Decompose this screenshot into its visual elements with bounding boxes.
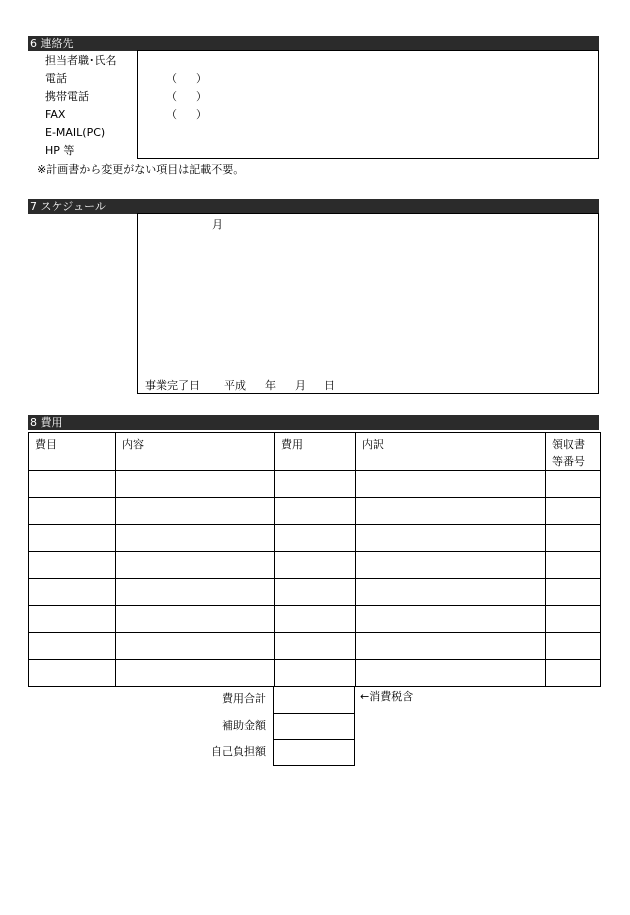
cost-table-cell[interactable] [275,579,356,606]
cost-table-cell[interactable] [275,525,356,552]
cost-table-row [29,552,601,579]
self-pay-amount-cell[interactable] [273,739,355,766]
cost-table-cell[interactable] [29,552,116,579]
cost-table-cell[interactable] [116,606,275,633]
col-breakdown: 内訳 [356,433,546,471]
schedule-input-box[interactable] [137,213,599,394]
cost-table-cell[interactable] [356,660,546,687]
cost-table-row [29,633,601,660]
cost-table-cell[interactable] [356,471,546,498]
cost-table-cell[interactable] [546,633,601,660]
completion-day-label: 日 [324,379,335,392]
cost-table-cell[interactable] [356,525,546,552]
cost-table-row [29,471,601,498]
cost-table-cell[interactable] [546,606,601,633]
cost-table-row [29,579,601,606]
subsidy-amount-label: 補助金額 [222,719,266,732]
cost-table-cell[interactable] [546,552,601,579]
col-expense-item: 費目 [29,433,116,471]
cost-table-cell[interactable] [546,660,601,687]
cost-table-cell[interactable] [116,552,275,579]
contact-phone-label: 電話 [45,72,67,85]
col-receipt-number: 領収書 等番号 [546,433,601,471]
cost-table-cell[interactable] [356,498,546,525]
cost-table-row [29,606,601,633]
contact-person-label: 担当者職･氏名 [45,54,117,67]
contact-note: ※計画書から変更がない項目は記載不要。 [37,163,245,176]
cost-table-cell[interactable] [546,579,601,606]
contact-mobile-label: 携帯電話 [45,90,89,103]
completion-month-label: 月 [295,379,306,392]
cost-table-cell[interactable] [275,471,356,498]
phone-area-close-paren: ） [196,72,207,85]
mobile-area-close-paren: ） [196,90,207,103]
cost-table-cell[interactable] [116,498,275,525]
contact-section-header [28,36,599,51]
cost-table-cell[interactable] [356,552,546,579]
tax-included-note: ←消費税含 [360,690,414,703]
fax-area-close-paren: ） [196,108,207,121]
costs-section-header [28,415,599,430]
cost-table-cell[interactable] [116,525,275,552]
cost-table-cell[interactable] [356,606,546,633]
schedule-section-header [28,199,599,214]
cost-table-cell[interactable] [275,552,356,579]
cost-table-cell[interactable] [275,633,356,660]
contact-fax-label: FAX [45,108,66,121]
schedule-month-label: 月 [212,218,223,231]
contact-hp-label: HP 等 [45,144,75,157]
cost-table [28,432,601,687]
cost-table-cell[interactable] [546,498,601,525]
cost-table-cell[interactable] [356,579,546,606]
cost-table-cell[interactable] [29,498,116,525]
cost-table-row [29,525,601,552]
cost-table-cell[interactable] [275,606,356,633]
cost-table-cell[interactable] [275,498,356,525]
cost-table-cell[interactable] [29,633,116,660]
cost-table-cell[interactable] [116,633,275,660]
completion-era-label: 平成 [224,379,246,392]
total-cost-cell[interactable] [273,686,355,714]
contact-input-box[interactable] [137,50,599,159]
contact-section-title: 6 連絡先 [30,37,74,50]
cost-table-cell[interactable] [29,471,116,498]
fax-area-open-paren: （ [166,108,177,121]
schedule-section-title: 7 スケジュール [30,200,106,213]
subsidy-amount-cell[interactable] [273,713,355,740]
cost-table-cell[interactable] [116,471,275,498]
contact-email-label: E-MAIL(PC) [45,126,106,139]
cost-table-cell[interactable] [546,525,601,552]
cost-table-cell[interactable] [275,660,356,687]
cost-table-cell[interactable] [116,660,275,687]
self-pay-amount-label: 自己負担額 [211,745,266,758]
col-cost: 費用 [275,433,356,471]
col-content: 内容 [116,433,275,471]
total-cost-label: 費用合計 [222,692,266,705]
cost-table-cell[interactable] [116,579,275,606]
cost-table-cell[interactable] [356,633,546,660]
cost-table-cell[interactable] [546,471,601,498]
phone-area-open-paren: （ [166,72,177,85]
cost-table-cell[interactable] [29,660,116,687]
cost-table-cell[interactable] [29,525,116,552]
cost-table-row [29,498,601,525]
cost-table-cell[interactable] [29,606,116,633]
completion-year-label: 年 [265,379,276,392]
completion-date-label: 事業完了日 [145,379,200,392]
mobile-area-open-paren: （ [166,90,177,103]
cost-table-header-row [29,433,601,471]
costs-section-title: 8 費用 [30,416,63,429]
cost-table-cell[interactable] [29,579,116,606]
cost-table-row [29,660,601,687]
